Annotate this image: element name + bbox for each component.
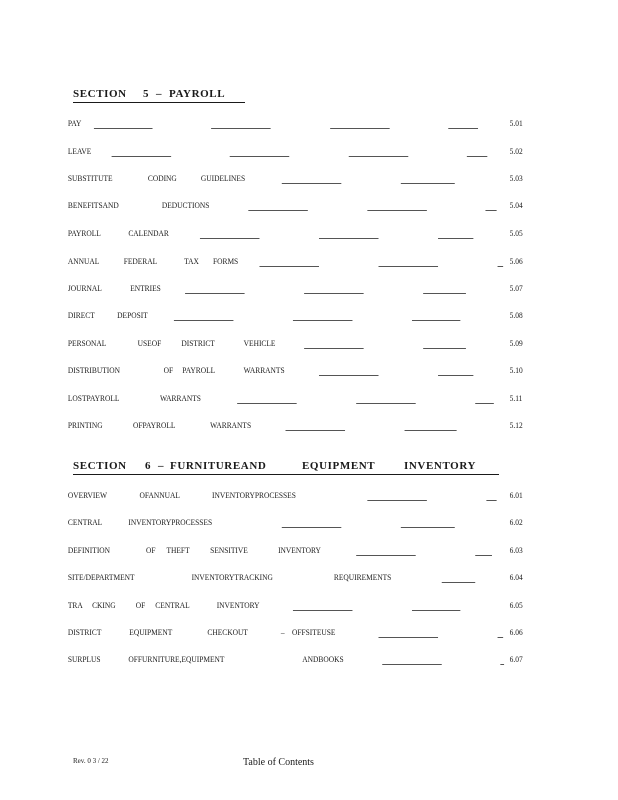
- entry-word: INVENTORYPROCESSES: [212, 491, 296, 500]
- leader-line: [282, 527, 342, 528]
- toc-entry-overview-inventory[interactable]: [0, 491, 575, 505]
- entry-word: CALENDAR: [128, 229, 169, 238]
- heading-word: 5: [143, 88, 150, 100]
- entry-word: THEFT: [166, 546, 190, 555]
- heading-word: EQUIPMENT: [302, 460, 376, 472]
- heading-word: INVENTORY: [404, 460, 477, 472]
- entry-word: INVENTORYPROCESSES: [128, 518, 213, 527]
- toc-entry-tracking-central[interactable]: [0, 601, 575, 615]
- entry-word: CHECKOUT: [207, 628, 248, 637]
- leader-line: [442, 582, 475, 583]
- entry-word: DEPOSIT: [117, 311, 148, 320]
- entry-page: 5.11: [509, 394, 523, 403]
- entry-word: GUIDELINES: [200, 174, 246, 183]
- entry-word: REQUIREMENTS: [333, 573, 392, 582]
- heading-word: –: [156, 88, 163, 100]
- leader-line: [412, 610, 460, 611]
- leader-line: [304, 348, 364, 349]
- leader-line: [500, 664, 504, 665]
- entry-page: 5.02: [509, 147, 523, 156]
- entry-word: INVENTORY: [278, 546, 321, 555]
- heading-word: SECTION: [73, 88, 127, 100]
- leader-line: [259, 266, 319, 267]
- revision-label: Rev. 0 3 / 22: [73, 757, 109, 765]
- leader-line: [367, 500, 427, 501]
- heading-word: PAYROLL: [169, 88, 226, 100]
- entry-page: 6.06: [509, 628, 523, 637]
- entry-word: PERSONAL: [67, 339, 107, 348]
- toc-entry-site-tracking[interactable]: [0, 573, 575, 587]
- leader-line: [230, 156, 290, 157]
- entry-word: –: [280, 628, 285, 637]
- entry-word: OFANNUAL: [139, 491, 180, 500]
- entry-page: 5.07: [509, 284, 523, 293]
- leader-line: [248, 210, 308, 211]
- entry-word: CODING: [147, 174, 177, 183]
- entry-word: DISTRICT: [181, 339, 215, 348]
- leader-line: [485, 210, 496, 211]
- entry-word: LOSTPAYROLL: [67, 394, 120, 403]
- entry-word: VEHICLE: [243, 339, 276, 348]
- entry-page: 6.01: [509, 491, 523, 500]
- entry-word: DIRECT: [67, 311, 95, 320]
- leader-line: [405, 430, 457, 431]
- leader-line: [401, 183, 455, 184]
- heading-underline: [73, 474, 499, 475]
- leader-line: [112, 156, 172, 157]
- toc-entry-benefits[interactable]: [0, 201, 575, 215]
- entry-word: USEOF: [137, 339, 162, 348]
- entry-word: INVENTORYTRACKING: [191, 573, 273, 582]
- toc-entry-leave[interactable]: [0, 147, 575, 161]
- heading-word: –: [158, 460, 165, 472]
- toc-entry-distribution-warrants[interactable]: [0, 366, 575, 380]
- leader-line: [382, 664, 442, 665]
- toc-entry-pay[interactable]: [0, 119, 575, 133]
- entry-page: 5.01: [509, 119, 523, 128]
- toc-entry-substitute-coding[interactable]: [0, 174, 575, 188]
- entry-word: WARRANTS: [159, 394, 201, 403]
- entry-word: TRA: [67, 601, 83, 610]
- entry-word: FEDERAL: [123, 257, 158, 266]
- entry-word: FORMS: [212, 257, 239, 266]
- toc-entry-theft-sensitive[interactable]: [0, 546, 575, 560]
- entry-page: 5.04: [509, 201, 523, 210]
- entry-word: SITE/DEPARTMENT: [67, 573, 135, 582]
- leader-line: [200, 238, 260, 239]
- entry-page: 6.05: [509, 601, 523, 610]
- entry-word: SUBSTITUTE: [67, 174, 113, 183]
- entry-word: OF: [146, 546, 156, 555]
- leader-line: [211, 128, 271, 129]
- entry-word: OVERVIEW: [67, 491, 107, 500]
- leader-line: [423, 293, 466, 294]
- leader-line: [379, 637, 439, 638]
- toc-entry-equipment-checkout[interactable]: [0, 628, 575, 642]
- leader-line: [367, 210, 427, 211]
- leader-line: [282, 183, 342, 184]
- leader-line: [475, 403, 494, 404]
- entry-word: OFFSITEUSE: [292, 628, 336, 637]
- entry-word: DISTRICT: [67, 628, 102, 637]
- leader-line: [286, 430, 346, 431]
- entry-page: 5.05: [509, 229, 523, 238]
- leader-line: [174, 320, 234, 321]
- leader-line: [486, 500, 496, 501]
- entry-word: OFFURNITURE,EQUIPMENT: [128, 655, 225, 664]
- leader-line: [379, 266, 439, 267]
- leader-line: [293, 610, 353, 611]
- leader-line: [438, 238, 473, 239]
- entry-word: INVENTORY: [216, 601, 260, 610]
- leader-line: [293, 320, 353, 321]
- entry-word: PRINTING: [67, 421, 103, 430]
- entry-word: PAYROLL: [67, 229, 101, 238]
- section-5-heading: [73, 88, 245, 101]
- toc-entry-direct-deposit[interactable]: [0, 311, 575, 325]
- heading-word: FURNITUREAND: [170, 460, 267, 472]
- leader-line: [356, 555, 416, 556]
- entry-page: 5.03: [509, 174, 523, 183]
- leader-line: [448, 128, 478, 129]
- entry-page: 6.04: [509, 573, 523, 582]
- heading-underline: [73, 102, 245, 103]
- entry-word: SENSITIVE: [210, 546, 248, 555]
- toc-entry-journal-entries[interactable]: [0, 284, 575, 298]
- leader-line: [401, 527, 455, 528]
- entry-word: DEDUCTIONS: [161, 201, 210, 210]
- leader-line: [94, 128, 153, 129]
- leader-line: [475, 555, 492, 556]
- leader-line: [438, 375, 473, 376]
- footer-title: Table of Contents: [243, 757, 314, 768]
- entry-page: 5.06: [509, 257, 523, 266]
- toc-entry-printing-warrants[interactable]: [0, 421, 575, 435]
- entry-word: ENTRIES: [130, 284, 161, 293]
- leader-line: [467, 156, 487, 157]
- entry-word: OFPAYROLL: [132, 421, 176, 430]
- entry-word: JOURNAL: [67, 284, 102, 293]
- leader-line: [498, 266, 504, 267]
- entry-page: 6.02: [509, 518, 523, 527]
- toc-entry-surplus-furniture[interactable]: [0, 655, 575, 669]
- leader-line: [237, 403, 297, 404]
- toc-entry-personal-vehicle[interactable]: [0, 339, 575, 353]
- entry-word: SURPLUS: [67, 655, 101, 664]
- leader-line: [423, 348, 466, 349]
- entry-page: 5.10: [509, 366, 523, 375]
- entry-page: 5.12: [509, 421, 523, 430]
- entry-page: 5.08: [509, 311, 523, 320]
- entry-page: 6.03: [509, 546, 523, 555]
- leader-line: [304, 293, 364, 294]
- entry-word: TAX: [184, 257, 199, 266]
- leader-line: [330, 128, 390, 129]
- entry-word: BENEFITSAND: [67, 201, 119, 210]
- entry-word: DEFINITION: [67, 546, 111, 555]
- entry-word: ANNUAL: [67, 257, 100, 266]
- entry-page: 5.09: [509, 339, 523, 348]
- toc-entry-lost-warrants[interactable]: [0, 394, 575, 408]
- leader-line: [498, 637, 504, 638]
- heading-word: SECTION: [73, 460, 127, 472]
- entry-word: WARRANTS: [210, 421, 252, 430]
- leader-line: [412, 320, 460, 321]
- entry-word: PAYROLL: [182, 366, 216, 375]
- entry-word: WARRANTS: [243, 366, 285, 375]
- leader-line: [185, 293, 245, 294]
- toc-entry-annual-tax-forms[interactable]: [0, 257, 575, 271]
- entry-page: 6.07: [509, 655, 523, 664]
- toc-entry-payroll-calendar[interactable]: [0, 229, 575, 243]
- leader-line: [349, 156, 409, 157]
- entry-word: OF: [135, 601, 146, 610]
- entry-word: CENTRAL: [67, 518, 103, 527]
- section-6-heading: [73, 460, 499, 473]
- entry-word: DISTRIBUTION: [67, 366, 120, 375]
- entry-word: CENTRAL: [155, 601, 190, 610]
- entry-word: EQUIPMENT: [129, 628, 173, 637]
- leader-line: [319, 238, 379, 239]
- heading-word: 6: [145, 460, 152, 472]
- entry-word: ANDBOOKS: [302, 655, 344, 664]
- entry-word: LEAVE: [67, 147, 92, 156]
- entry-word: CKING: [92, 601, 116, 610]
- leader-line: [319, 375, 379, 376]
- leader-line: [356, 403, 416, 404]
- toc-entry-central-inventory[interactable]: [0, 518, 575, 532]
- entry-word: OF: [163, 366, 174, 375]
- entry-word: PAY: [67, 119, 82, 128]
